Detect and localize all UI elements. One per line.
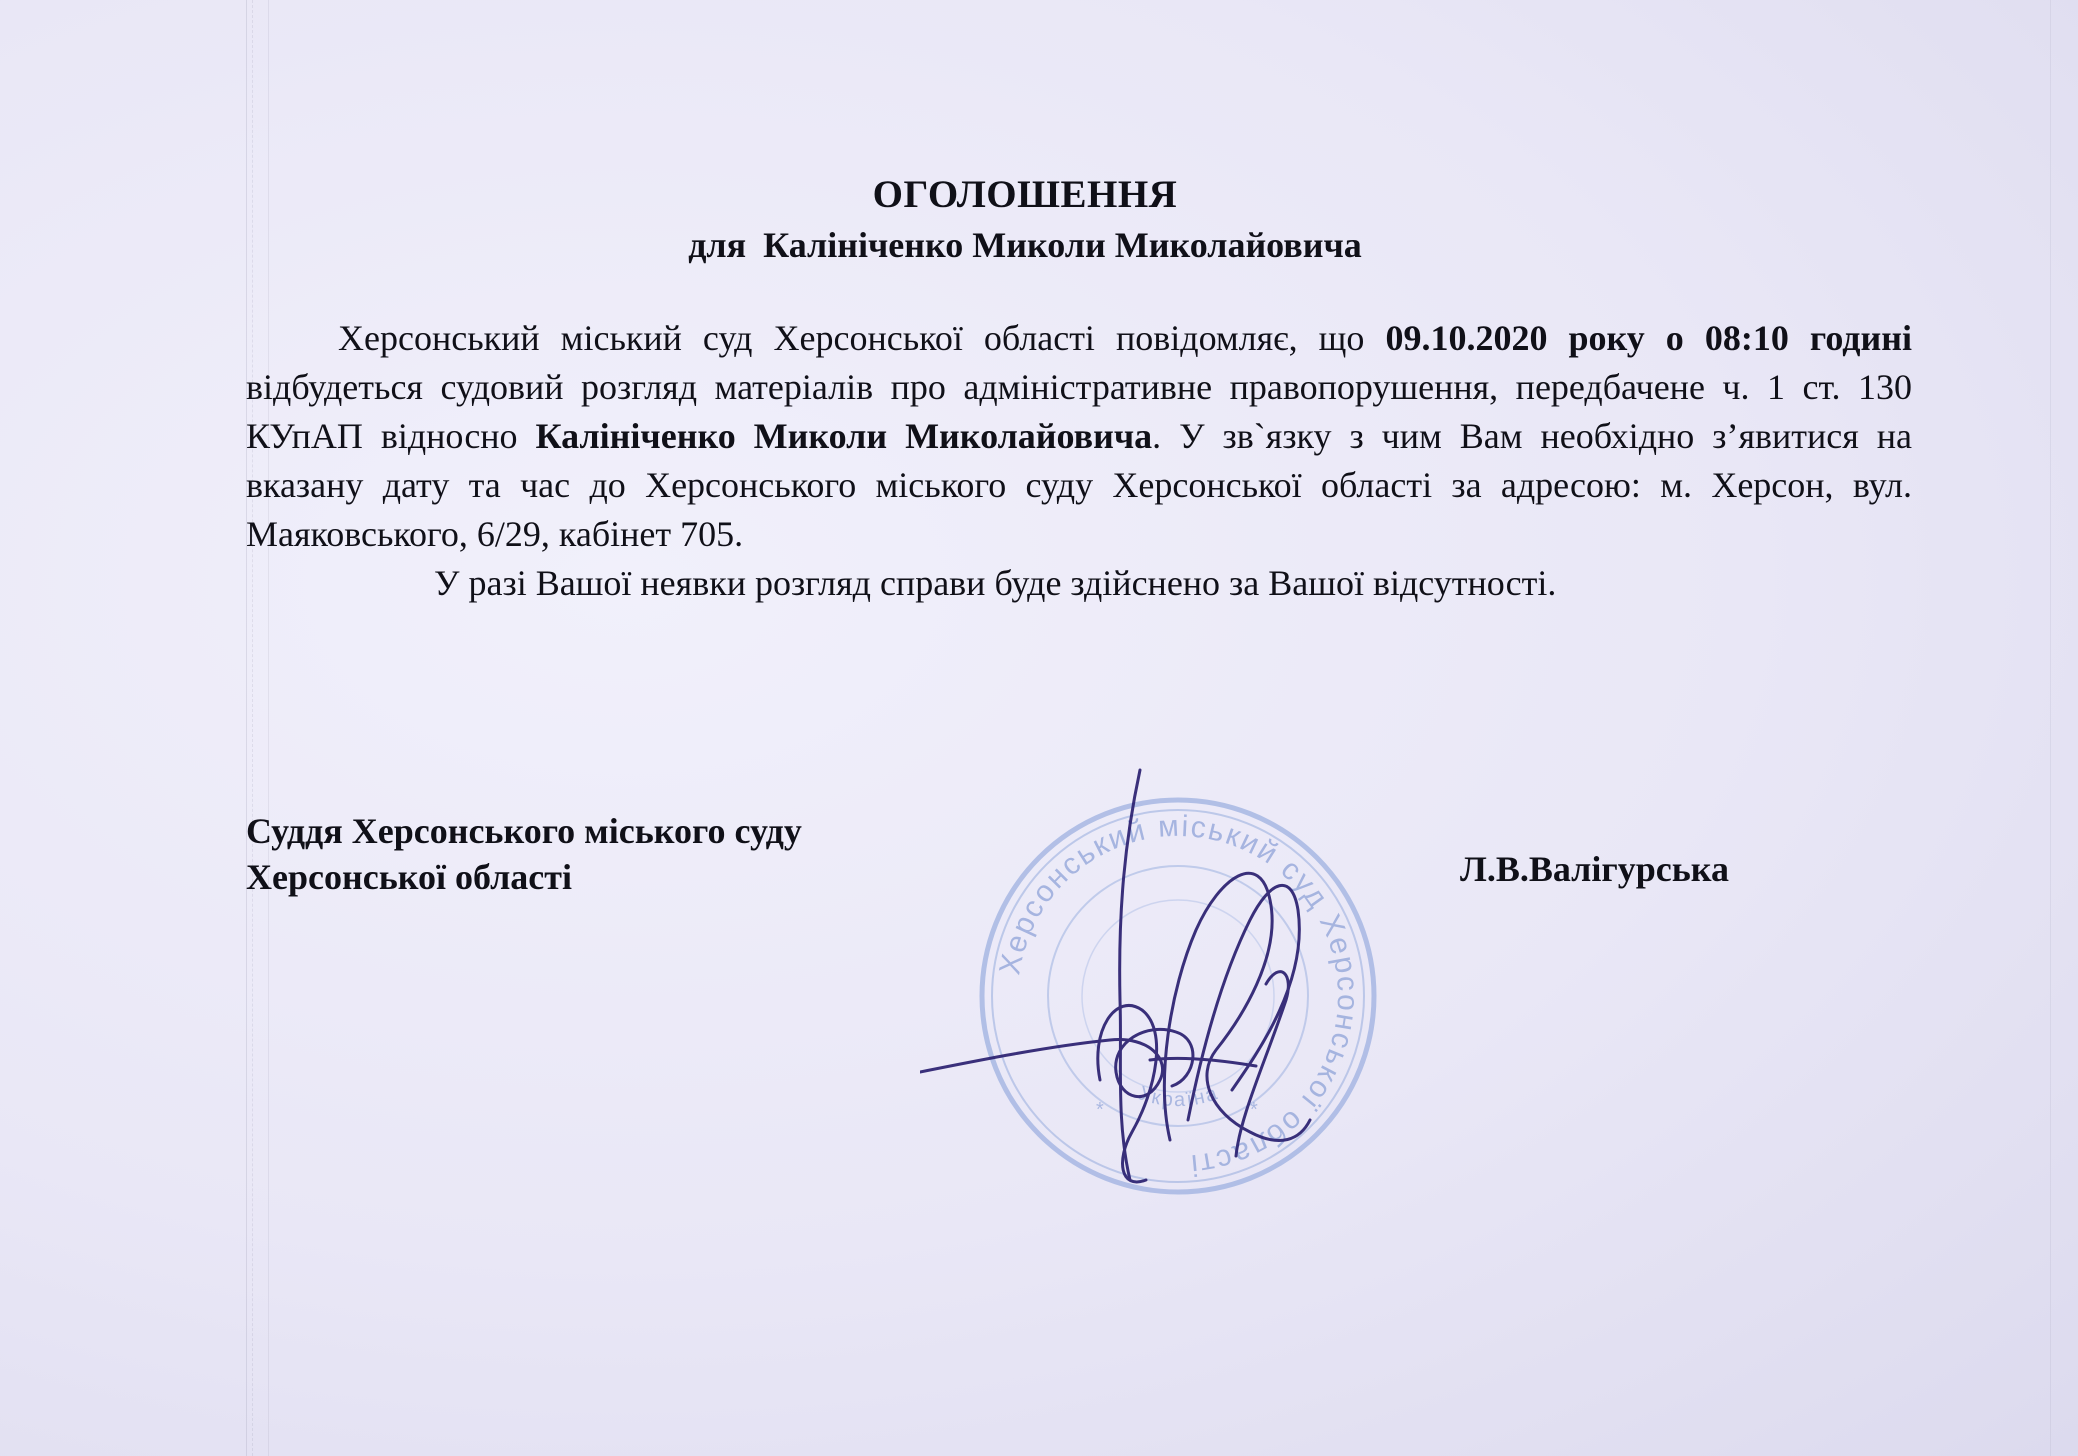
scan-fold-line xyxy=(252,0,253,1456)
absence-warning: У разі Вашої неявки розгляд справи буде здійснено за Вашої відсутності. xyxy=(434,563,1557,603)
scan-fold-line xyxy=(268,0,269,1456)
defendant-name: Калініченко Миколи Миколайовича xyxy=(535,416,1153,456)
announcement-body xyxy=(246,314,1912,608)
handwritten-signature xyxy=(920,760,1340,1200)
judge-role xyxy=(246,808,802,900)
hearing-date-time: 09.10.2020 року о 08:10 годині xyxy=(1385,318,1912,358)
judge-role-line: Суддя Херсонського міського суду xyxy=(246,811,802,851)
seal-inner-text: Україна xyxy=(1135,1081,1222,1112)
subtitle-name: Калініченко Миколи Миколайовича xyxy=(763,225,1362,265)
paragraph-text: . У зв`язку з чим Вам необхідно з’явитися на вказану дату та час до Херсонського міського суду Херсонської області за адресою: м. Херсон, вул. Маяковського, 6/29, кабінет 705. xyxy=(246,416,1913,554)
scan-fold-line xyxy=(2050,0,2051,1456)
paragraph-text: відбудеться судовий розгляд матеріалів про адміністративне правопорушення, передбачене ч. 1 ст. 130 КУпАП відносно xyxy=(246,367,1912,456)
judge-name: Л.В.Валігурська xyxy=(1460,849,1729,889)
document-subtitle xyxy=(0,224,2064,266)
seal-outer-text: Херсонський міський суд Херсонської області xyxy=(993,809,1365,1182)
announcement-paragraph xyxy=(246,314,1912,559)
paragraph-text: Херсонський міський суд Херсонської області повідомляє, що xyxy=(338,318,1386,358)
svg-text:*: * xyxy=(1250,1099,1258,1121)
document-title: ОГОЛОШЕННЯ xyxy=(872,173,1178,216)
scan-fold-line xyxy=(246,0,247,1456)
svg-text:*: * xyxy=(1096,1099,1104,1121)
subtitle-prefix: для xyxy=(688,225,747,265)
judge-role-line: Херсонської області xyxy=(246,857,572,897)
